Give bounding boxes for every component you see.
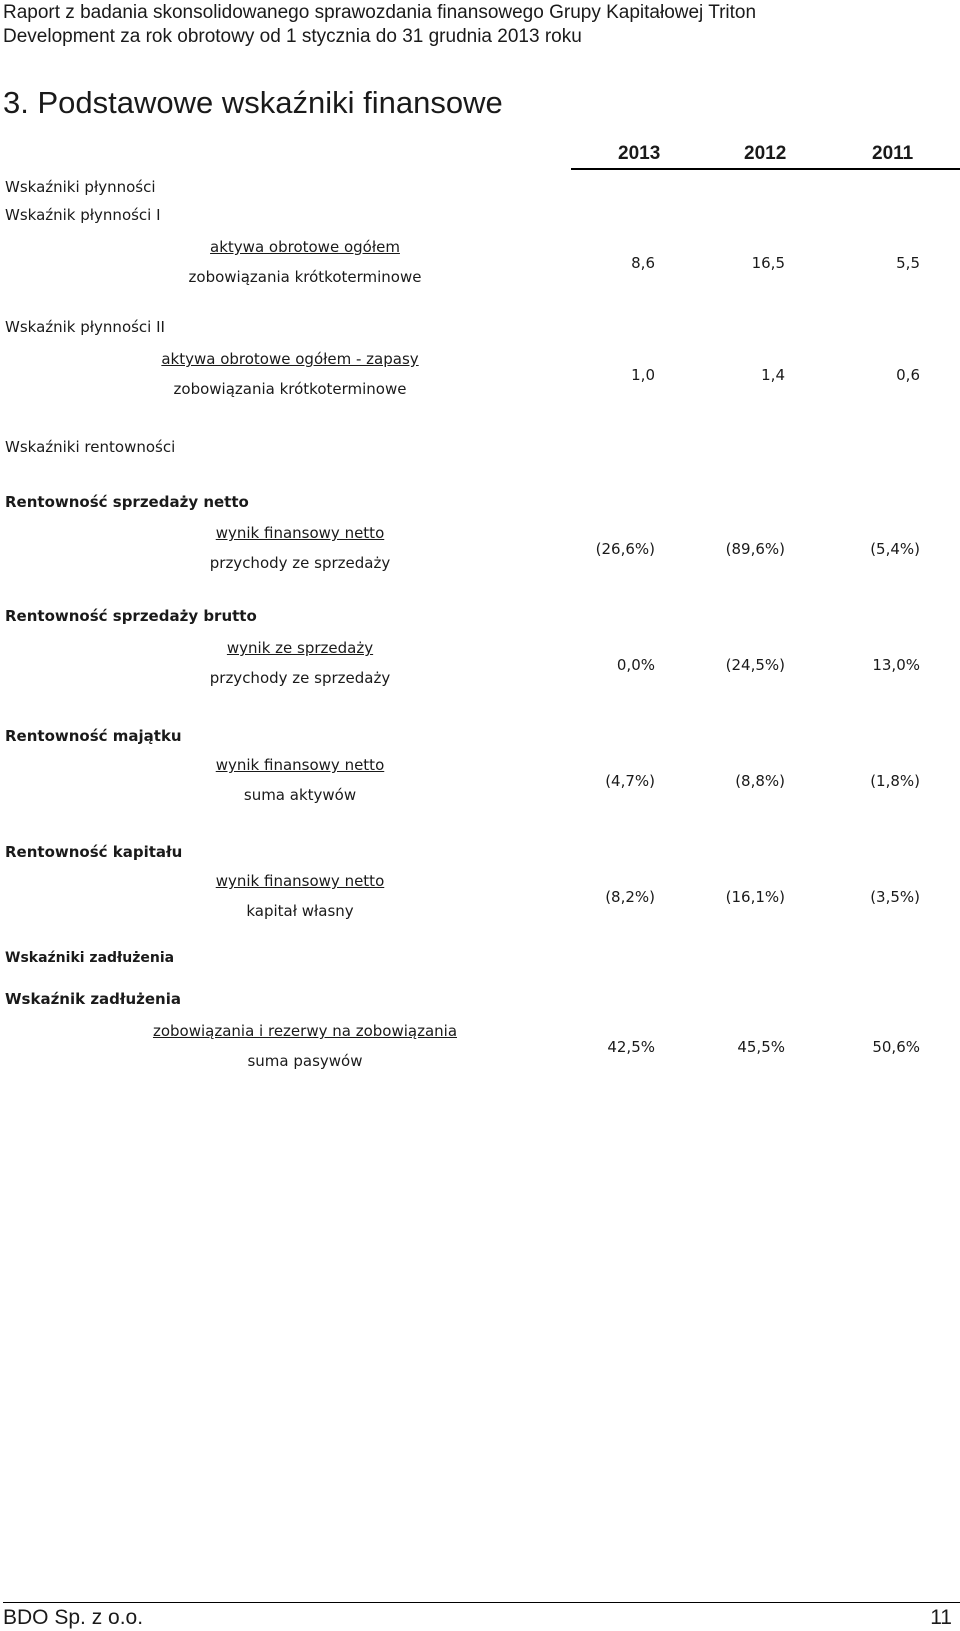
- value-gross-sales-margin-2013: 0,0%: [616, 656, 655, 674]
- formula-denominator: suma aktywów: [243, 786, 357, 804]
- formula-denominator: przychody ze sprzedaży: [209, 669, 391, 687]
- formula-numerator: wynik finansowy netto: [215, 756, 385, 774]
- formula-numerator: aktywa obrotowe ogółem: [210, 238, 400, 256]
- formula-denominator: suma pasywów: [247, 1052, 363, 1070]
- value-liquidity-2-2012: 1,4: [761, 366, 785, 384]
- value-net-sales-margin-2012: (89,6%): [725, 540, 785, 558]
- formula-return-on-assets: [180, 756, 420, 804]
- year-2012: 2012: [744, 143, 787, 164]
- page-number: 11: [930, 1606, 952, 1629]
- value-return-on-assets-2012: (8,8%): [735, 772, 785, 790]
- ratio-name-liquidity-1: Wskaźnik płynności I: [5, 206, 161, 224]
- value-liquidity-1-2012: 16,5: [751, 254, 785, 272]
- ratio-name-return-on-equity: Rentowność kapitału: [5, 843, 183, 861]
- value-debt-2013: 42,5%: [607, 1038, 655, 1056]
- formula-denominator: zobowiązania krótkoterminowe: [188, 268, 422, 286]
- year-2011: 2011: [872, 143, 914, 164]
- value-debt-2012: 45,5%: [737, 1038, 785, 1056]
- group-profitability: Wskaźniki rentowności: [5, 438, 176, 456]
- formula-gross-sales-margin: [180, 639, 420, 687]
- formula-numerator: zobowiązania i rezerwy na zobowiązania: [152, 1022, 458, 1040]
- value-return-on-equity-2012: (16,1%): [725, 888, 785, 906]
- report-header-line-1: Raport z badania skonsolidowanego sprawozdania finansowego Grupy Kapitałowej Triton: [3, 2, 757, 23]
- formula-numerator: wynik finansowy netto: [215, 872, 385, 890]
- value-debt-2011: 50,6%: [872, 1038, 920, 1056]
- ratio-name-return-on-assets: Rentowność majątku: [5, 727, 182, 745]
- formula-numerator: wynik finansowy netto: [215, 524, 385, 542]
- formula-debt: [120, 1022, 490, 1070]
- formula-denominator: przychody ze sprzedaży: [209, 554, 391, 572]
- value-return-on-equity-2011: (3,5%): [870, 888, 920, 906]
- ratio-name-debt: Wskaźnik zadłużenia: [5, 990, 182, 1008]
- group-liquidity: Wskaźniki płynności: [5, 178, 156, 196]
- footer-company: BDO Sp. z o.o.: [3, 1606, 144, 1629]
- formula-numerator: wynik ze sprzedaży: [226, 639, 374, 657]
- formula-denominator: zobowiązania krótkoterminowe: [173, 380, 407, 398]
- year-header-rule: [571, 168, 960, 170]
- value-liquidity-1-2011: 5,5: [896, 254, 920, 272]
- formula-denominator: kapitał własny: [246, 902, 354, 920]
- value-net-sales-margin-2013: (26,6%): [595, 540, 655, 558]
- value-liquidity-2-2011: 0,6: [896, 366, 920, 384]
- formula-numerator: aktywa obrotowe ogółem - zapasy: [161, 350, 419, 368]
- value-liquidity-1-2013: 8,6: [631, 254, 655, 272]
- year-2013: 2013: [618, 143, 661, 164]
- ratio-name-gross-sales-margin: Rentowność sprzedaży brutto: [5, 607, 257, 625]
- value-gross-sales-margin-2011: 13,0%: [872, 656, 920, 674]
- footer-rule: [3, 1602, 960, 1603]
- value-gross-sales-margin-2012: (24,5%): [725, 656, 785, 674]
- value-net-sales-margin-2011: (5,4%): [870, 540, 920, 558]
- formula-return-on-equity: [180, 872, 420, 920]
- formula-liquidity-2: [140, 350, 440, 398]
- value-return-on-equity-2013: (8,2%): [605, 888, 655, 906]
- group-debt: Wskaźniki zadłużenia: [5, 950, 175, 966]
- value-return-on-assets-2011: (1,8%): [870, 772, 920, 790]
- formula-liquidity-1: [170, 238, 440, 286]
- report-header-line-2: Development za rok obrotowy od 1 stycznia do 31 grudnia 2013 roku: [3, 26, 582, 47]
- value-liquidity-2-2013: 1,0: [631, 366, 655, 384]
- value-return-on-assets-2013: (4,7%): [605, 772, 655, 790]
- section-title: 3. Podstawowe wskaźniki finansowe: [3, 85, 503, 120]
- formula-net-sales-margin: [180, 524, 420, 572]
- ratio-name-liquidity-2: Wskaźnik płynności II: [5, 318, 165, 336]
- ratio-name-net-sales-margin: Rentowność sprzedaży netto: [5, 493, 249, 511]
